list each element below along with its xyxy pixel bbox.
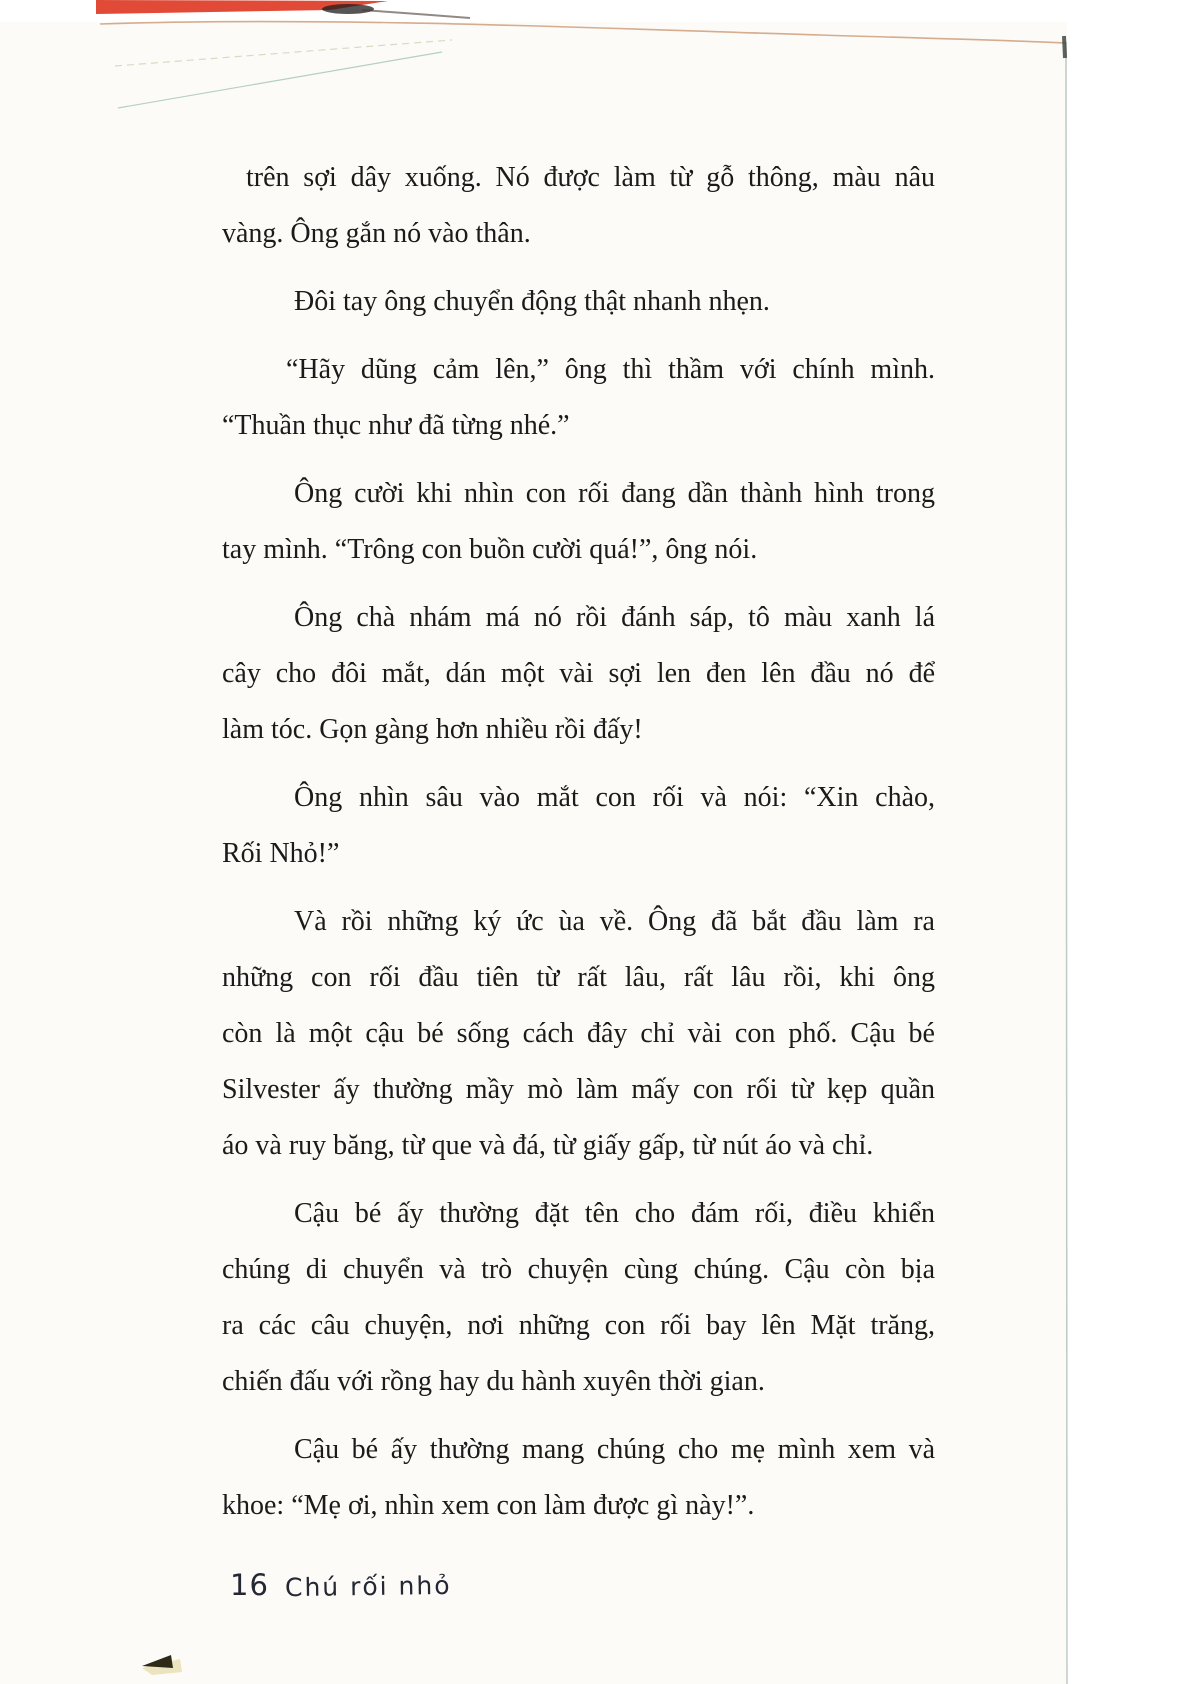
- text-line: Cậu bé ấy thường mang chúng cho mẹ mình xem và: [294, 1434, 935, 1465]
- text-line: những con rối đầu tiên từ rất lâu, rất lâu rồi, khi ông: [222, 962, 935, 993]
- text-line: tay mình. “Trông con buồn cười quá!”, ông nói.: [222, 534, 758, 565]
- text-line: Và rồi những ký ức ùa về. Ông đã bắt đầu làm ra: [294, 906, 935, 937]
- text-line: vàng. Ông gắn nó vào thân.: [222, 218, 531, 249]
- text-line: Rối Nhỏ!”: [222, 838, 340, 869]
- text-line: Ông chà nhám má nó rồi đánh sáp, tô màu xanh lá: [294, 602, 935, 633]
- paragraph: [222, 1422, 935, 1534]
- text-line: chiến đấu với rồng hay du hành xuyên thời gian.: [222, 1366, 765, 1397]
- paragraph: [222, 274, 935, 330]
- text-line: Cậu bé ấy thường đặt tên cho đám rối, điều khiển: [294, 1198, 935, 1229]
- text-line: chúng di chuyển và trò chuyện cùng chúng. Cậu còn bịa: [222, 1254, 935, 1285]
- text-line: cây cho đôi mắt, dán một vài sợi len đen lên đầu nó để: [222, 658, 935, 689]
- text-line: còn là một cậu bé sống cách đây chỉ vài con phố. Cậu bé: [222, 1018, 935, 1049]
- paragraph: [222, 342, 935, 454]
- scan-artifact-dark-line: [362, 10, 470, 18]
- page-text-block: [222, 150, 935, 1534]
- scan-artifact-red-streak: [96, 0, 388, 14]
- text-line: Đôi tay ông chuyển động thật nhanh nhẹn.: [294, 286, 770, 317]
- text-line: “Hãy dũng cảm lên,” ông thì thầm với chính mình.: [286, 354, 935, 385]
- text-line: Ông cười khi nhìn con rối đang dần thành hình trong: [294, 478, 935, 509]
- paragraph: [222, 590, 935, 758]
- text-line: làm tóc. Gọn gàng hơn nhiều rồi đấy!: [222, 714, 643, 745]
- running-book-title: Chú rối nhỏ: [284, 1570, 452, 1603]
- paragraph: [222, 150, 935, 262]
- page-footer: [230, 1568, 451, 1602]
- page-number: 16: [230, 1568, 269, 1602]
- text-line: Silvester ấy thường mầy mò làm mấy con rối từ kẹp quần: [222, 1074, 935, 1105]
- text-line: ra các câu chuyện, nơi những con rối bay lên Mặt trăng,: [222, 1310, 935, 1341]
- text-line: khoe: “Mẹ ơi, nhìn xem con làm được gì này!”.: [222, 1490, 755, 1521]
- text-line: “Thuần thục như đã từng nhé.”: [222, 410, 570, 441]
- scan-artifact-smudge: [322, 4, 374, 14]
- text-line: trên sợi dây xuống. Nó được làm từ gỗ thông, màu nâu: [246, 162, 935, 193]
- paragraph: [222, 770, 935, 882]
- paragraph: [222, 894, 935, 1174]
- paragraph: [222, 466, 935, 578]
- text-line: Ông nhìn sâu vào mắt con rối và nói: “Xin chào,: [294, 782, 935, 813]
- paragraph: [222, 1186, 935, 1410]
- text-line: áo và ruy băng, từ que và đá, từ giấy gấp, từ nút áo và chỉ.: [222, 1130, 874, 1161]
